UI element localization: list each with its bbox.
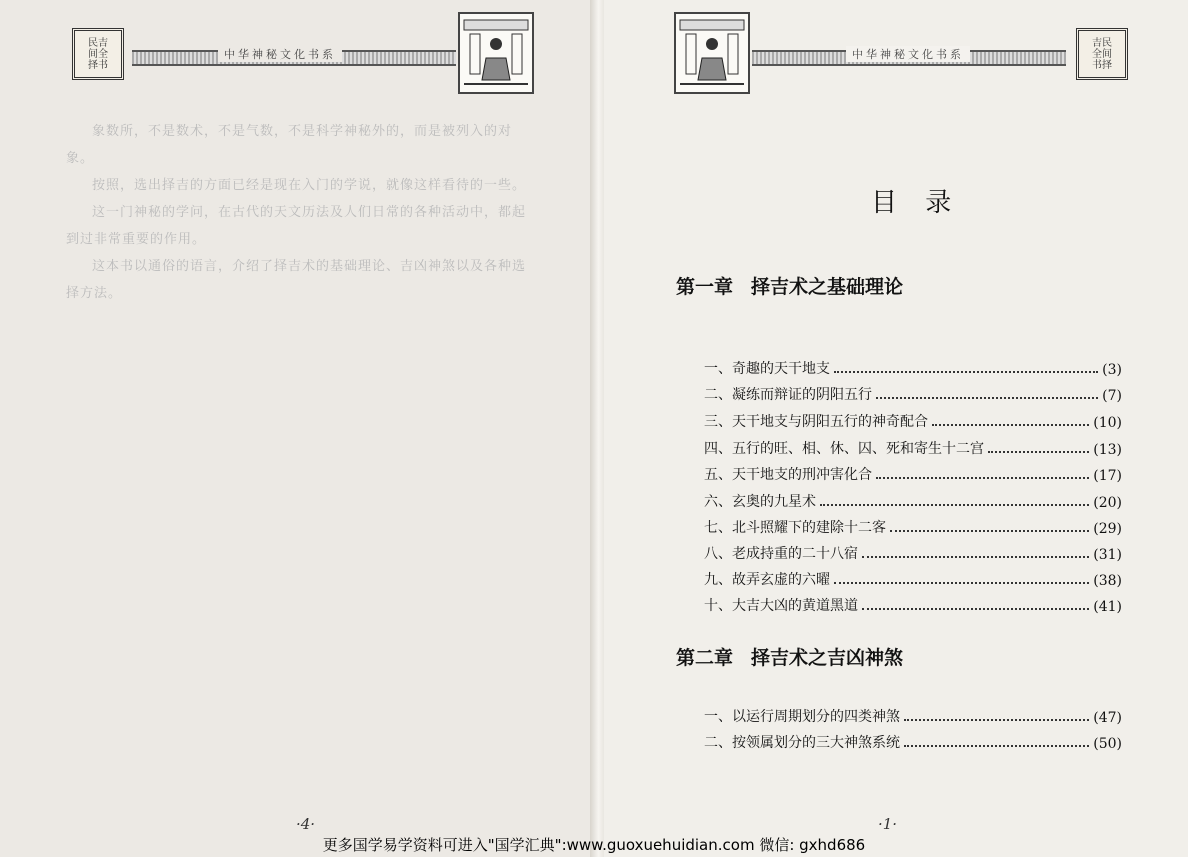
series-seal-left: [72, 28, 124, 80]
toc-entry-label: 八、老成持重的二十八宿: [704, 546, 858, 562]
toc-entry[interactable]: [704, 539, 1122, 563]
left-paragraph: 象数所，不是数术，不是气数，不是科学神秘外的，而是被列入的对象。: [66, 124, 513, 166]
series-title-right: 中华神秘文化书系: [846, 46, 970, 62]
toc-entry-label: 七、北斗照耀下的建除十二客: [704, 520, 886, 536]
leader-dots: [904, 718, 1089, 721]
seal-logo: 民吉 间全 择书: [88, 37, 108, 71]
left-page-number: ·4·: [296, 815, 316, 833]
toc-entry-label: 二、按领属划分的三大神煞系统: [704, 735, 900, 751]
toc-entry[interactable]: [704, 702, 1122, 726]
toc-entry-page: (38): [1093, 573, 1122, 589]
toc-entry[interactable]: [704, 434, 1122, 458]
seal-logo: 吉民 全间 书择: [1092, 37, 1112, 71]
toc-entry-page: (3): [1102, 362, 1122, 378]
leader-dots: [820, 503, 1089, 506]
chapter-heading-2: [676, 643, 903, 670]
leader-dots: [862, 607, 1089, 610]
toc-entry-label: 十、大吉大凶的黄道黑道: [704, 598, 858, 614]
toc-entry-label: 一、奇趣的天干地支: [704, 361, 830, 377]
leader-dots: [932, 423, 1089, 426]
toc-entry-page: (31): [1093, 547, 1122, 563]
illustration-scene-right: [674, 12, 750, 94]
left-paragraph: 这一门神秘的学问，在古代的天文历法及人们日常的各种活动中，都起到过非常重要的作用。: [66, 205, 527, 247]
toc-entry[interactable]: [704, 354, 1122, 378]
toc-entry[interactable]: [704, 728, 1122, 752]
toc-title: 目 录: [871, 188, 962, 218]
toc-entry-label: 一、以运行周期划分的四类神煞: [704, 709, 900, 725]
toc-entry-label: 二、凝练而辩证的阴阳五行: [704, 387, 872, 403]
toc-entry-page: (13): [1093, 442, 1122, 458]
series-title-left: 中华神秘文化书系: [218, 46, 342, 62]
left-paragraph: 这本书以通俗的语言，介绍了择吉术的基础理论、吉凶神煞以及各种选择方法。: [66, 259, 527, 301]
chapter-heading-1: [676, 272, 903, 299]
toc-entry[interactable]: [704, 487, 1122, 511]
chapter-number: 第一章: [676, 276, 734, 298]
toc-entry-page: (17): [1093, 468, 1122, 484]
illustration-scene-left: [458, 12, 534, 94]
toc-entry-page: (10): [1093, 415, 1122, 431]
right-page-number: ·1·: [878, 815, 898, 833]
leader-dots: [890, 529, 1089, 532]
left-body-text: [66, 118, 536, 307]
toc-entry-page: (7): [1102, 388, 1122, 404]
toc-entry-label: 五、天干地支的刑冲害化合: [704, 467, 872, 483]
toc-entry[interactable]: [704, 407, 1122, 431]
toc-entry-page: (47): [1093, 710, 1122, 726]
toc-entry[interactable]: [704, 460, 1122, 484]
toc-entry-label: 四、五行的旺、相、休、囚、死和寄生十二宫: [704, 441, 984, 457]
toc-entry-page: (29): [1093, 521, 1122, 537]
toc-entry-page: (50): [1093, 736, 1122, 752]
leader-dots: [862, 555, 1089, 558]
toc-entry-page: (41): [1093, 599, 1122, 615]
toc-entry[interactable]: [704, 565, 1122, 589]
leader-dots: [834, 370, 1098, 373]
chapter-number: 第二章: [676, 647, 734, 669]
toc-entry-page: (20): [1093, 495, 1122, 511]
leader-dots: [988, 450, 1089, 453]
chapter-title: 择吉术之吉凶神煞: [751, 647, 904, 669]
toc-entry[interactable]: [704, 513, 1122, 537]
leader-dots: [876, 476, 1089, 479]
toc-entry[interactable]: [704, 591, 1122, 615]
left-paragraph: 按照，选出择吉的方面已经是现在入门的学说，就像这样看待的一些。: [92, 178, 527, 193]
watermark-footer: 更多国学易学资料可进入"国学汇典":www.guoxuehuidian.com 微信: gxhd686: [322, 836, 866, 854]
toc-entry-label: 三、天干地支与阴阳五行的神奇配合: [704, 414, 928, 430]
toc-entry-label: 九、故弄玄虚的六曜: [704, 572, 830, 588]
leader-dots: [876, 396, 1098, 399]
leader-dots: [834, 581, 1089, 584]
toc-entry-label: 六、玄奥的九星术: [704, 494, 816, 510]
chapter-title: 择吉术之基础理论: [751, 276, 904, 298]
toc-entry[interactable]: [704, 380, 1122, 404]
leader-dots: [904, 744, 1089, 747]
series-seal-right: [1076, 28, 1128, 80]
